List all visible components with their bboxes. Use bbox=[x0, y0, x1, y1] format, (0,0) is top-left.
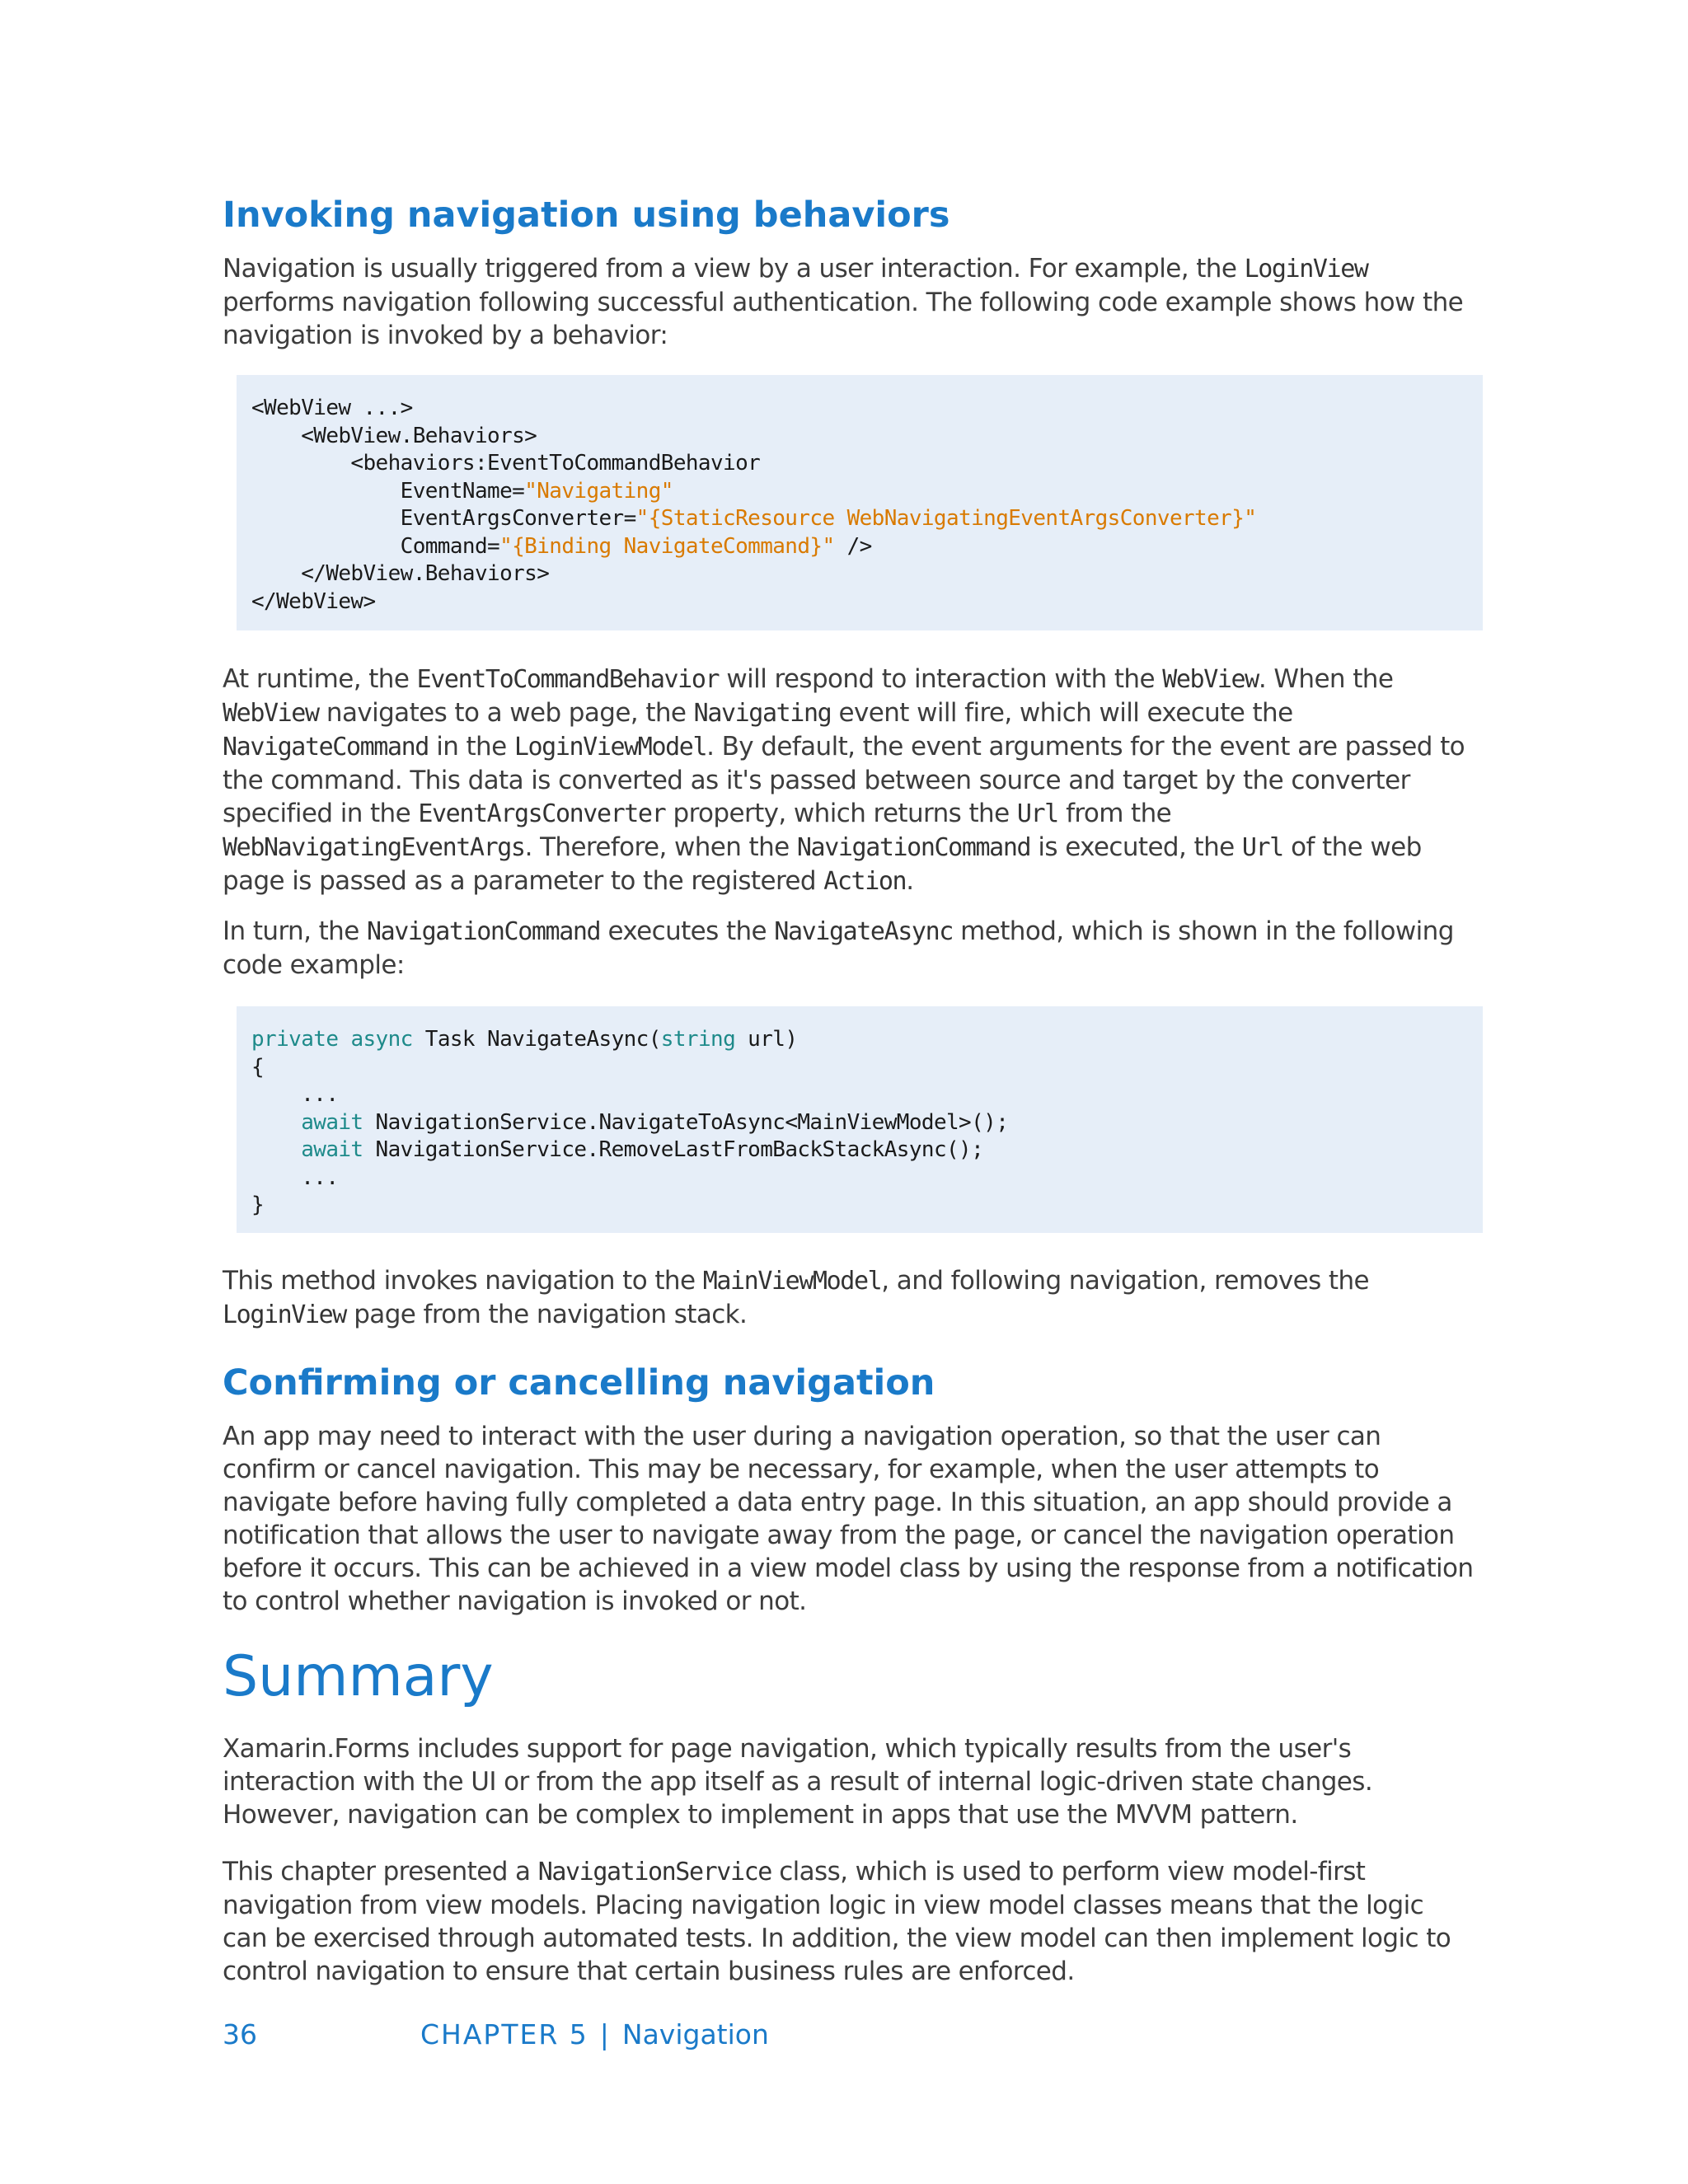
paragraph-navigation-command: In turn, the NavigationCommand executes the NavigateAsync method, which is shown in the following code example: bbox=[223, 916, 1454, 980]
code-block-xaml bbox=[237, 375, 1483, 630]
code-block-csharp bbox=[237, 1006, 1483, 1233]
section-heading-summary: Summary bbox=[223, 1644, 494, 1709]
section-heading-behaviors: Invoking navigation using behaviors bbox=[223, 194, 950, 236]
page-number: 36 bbox=[223, 2018, 257, 2050]
paragraph-runtime: At runtime, the EventToCommandBehavior will respond to interaction with the WebView. When the WebView navigates to a web page, the Navigating event will fire, which will execute the NavigateCommand in the LoginViewModel. By default, the event arguments for the event are passed to the command. This data is converted as it's passed between source and target by the converter specified in the EventArgsConverter property, which returns the Url from the WebNavigatingEventArgs. Therefore, when the NavigationCommand is executed, the Url of the web page is passed as a parameter to the registered Action. bbox=[223, 664, 1465, 896]
paragraph-method-summary: This method invokes navigation to the MainViewModel, and following navigation, removes the LoginView page from the navigation stack. bbox=[223, 1266, 1369, 1329]
code-csharp: private async Task NavigateAsync(string url) { ... await NavigationService.NavigateToAsync<MainViewModel>(); await NavigationService.RemoveLastFromBackStackAsync(); ... } bbox=[251, 1027, 1009, 1217]
paragraph-intro: Navigation is usually triggered from a view by a user interaction. For example, the LoginView performs navigation following successful authentication. The following code example shows how the navigation is invoked by a behavior: bbox=[223, 254, 1464, 350]
paragraph-summary-2: This chapter presented a NavigationService class, which is used to perform view model-first navigation from view models. Placing navigation logic in view model classes means that the logic can be exercised through automated tests. In addition, the view model can then implement logic to control navigation to ensure that certain business rules are enforced. bbox=[223, 1857, 1451, 1986]
paragraph-confirming: An app may need to interact with the user during a navigation operation, so that the user can confirm or cancel navigation. This may be necessary, for example, when the user attempts to navigate before having fully completed a data entry page. In this situation, an app should provide a notification that allows the user to navigate away from the page, or cancel the navigation operation before it occurs. This can be achieved in a view model class by using the response from a notification to control whether navigation is invoked or not. bbox=[223, 1422, 1474, 1616]
footer-chapter: CHAPTER 5 | Navigation bbox=[420, 2018, 769, 2050]
page-footer bbox=[223, 2014, 1475, 2055]
section-heading-confirming: Confirming or cancelling navigation bbox=[223, 1362, 935, 1404]
code-xaml: <WebView ...> <WebView.Behaviors> <behaviors:EventToCommandBehavior EventName="Navigating" EventArgsConverter="{StaticResource WebNavigatingEventArgsConverter}" Command="{Binding NavigateCommand}" /> </WebView.Behaviors> </WebView> bbox=[251, 396, 1257, 614]
paragraph-summary-1: Xamarin.Forms includes support for page navigation, which typically results from the user's interaction with the UI or from the app itself as a result of internal logic-driven state changes. However, navigation can be complex to implement in apps that use the MVVM pattern. bbox=[223, 1734, 1373, 1830]
